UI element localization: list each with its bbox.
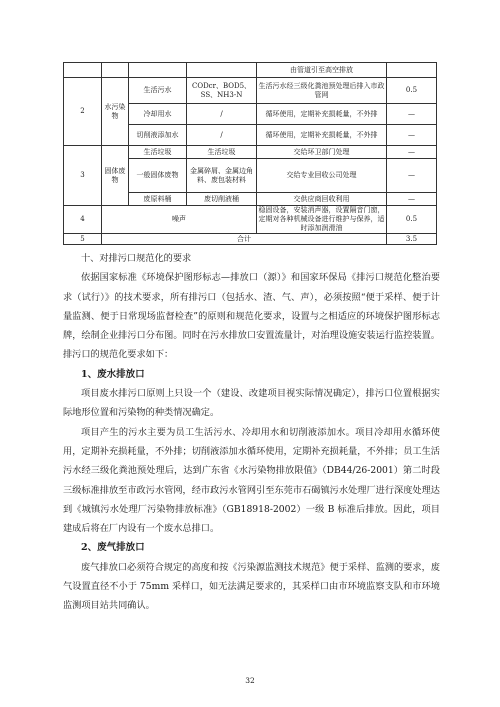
row-number: 5 [64,234,102,245]
measure-cell: 循环使用，定期补充损耗量，不外排 [257,104,387,125]
pollutant-cell: 金属碎屑、金属边角料、废包装材料 [187,159,257,193]
category-cell: 噪声 [102,206,257,234]
paragraph: 依据国家标准《环境保护图形标志—排放口（源）》和国家环保局《排污口规范化整治要求（试行）》的技术要求，所有排污口（包括水、渣、气、声），必须按照“便于采样、便于计量监测、便于日常现场监督检查”的原则和规范化要求，设置与之相适应的环境保护图形标志牌，绘制企业排污口分布图。同时在污水排放口安置流量计，对治理设施安装运行监控装置。排污口的规范化要求如下： [63,272,440,361]
pollutant-cell: CODcr、BOD5、SS、NH3-N [187,78,257,104]
table-row [64,234,437,245]
category-cell: 水污染物 [102,78,129,146]
environmental-measures-table [63,62,437,245]
page-number: 32 [245,676,255,685]
paragraph: 项目产生的污水主要为员工生活污水、冷却用水和切削液添加水。项目冷却用水循环使用，定期补充损耗量，不外排；切削液添加水循环使用，定期补充损耗量，不外排；员工生活污水经三级化粪池预处理后，达到广东省《水污染物排放限值》（DB44/26-2001）第二时段三级标准排放至市政污水管网，经市政污水管网引至东莞市石碣镇污水处理厂进行深度处理达到《城镇污水处理厂污染物排放标准》（GB18918-2002）一级 B 标准后排放。因此，项目建成后将在厂内设有一个废水总排口。 [63,426,440,535]
subsection-heading: 1、废水排放口 [81,368,145,380]
paragraph: 项目废水排污口原则上只设一个（建设、改建项目视实际情况确定），排污口位置根据实际地形位置和污染物的种类情况确定。 [63,388,440,419]
cost-cell: — [387,193,437,206]
source-cell: 生活污水 [129,78,187,104]
cost-cell: 0.5 [387,206,437,234]
source-cell: 一般固体废物 [129,159,187,193]
pollutant-cell: / [187,104,257,125]
table-row [64,206,437,234]
section-body [63,249,440,616]
table-row [64,78,437,104]
row-number: 4 [64,206,102,234]
cost-cell: — [387,125,437,146]
source-cell: 生活垃圾 [129,146,187,159]
measure-cell: 生活污水经三级化粪池预处理后排入市政管网 [257,78,387,104]
measure-cell: 循环使用，定期补充损耗量，不外排 [257,125,387,146]
cost-cell: 3.5 [387,234,437,245]
source-cell: 废原料桶 [129,193,187,206]
paragraph: 废气排放口必须符合规定的高度和按《污染源监测技术规范》便于采样、监测的要求，废气设置直径不小于 75mm 采样口，如无法满足要求的，其采样口由市环境监察支队和市环境监测项目站共同确认。 [63,561,440,612]
row-number: 3 [64,146,102,206]
total-label: 合计 [102,234,387,245]
table-cell: 由管道引至高空排放 [257,63,387,78]
measure-cell: 稳固设备，安装消声器，设置隔音门窗，定期对各种机械设备进行维护与保养，适时添加润滑油 [258,206,385,232]
pollutant-cell: / [187,125,257,146]
measure-cell: 交供应商回收利用 [257,193,387,206]
cost-cell: — [387,146,437,159]
section-title: 十、对排污口规范化的要求 [81,253,192,264]
cost-cell: — [387,104,437,125]
category-cell: 固体废物 [102,146,129,206]
row-number: 2 [64,78,102,146]
pollutant-cell: 废切削液桶 [187,193,257,206]
measure-cell: 交给专业回收公司处理 [257,159,387,193]
table-row [64,146,437,159]
source-cell: 切削液添加水 [129,125,187,146]
cost-cell: — [387,159,437,193]
source-cell: 冷却用水 [129,104,187,125]
measure-cell: 交给环卫部门处理 [257,146,387,159]
table-row [64,63,437,78]
subsection-heading: 2、废气排放口 [81,542,145,554]
cost-cell: 0.5 [387,78,437,104]
pollutant-cell: 生活垃圾 [187,146,257,159]
